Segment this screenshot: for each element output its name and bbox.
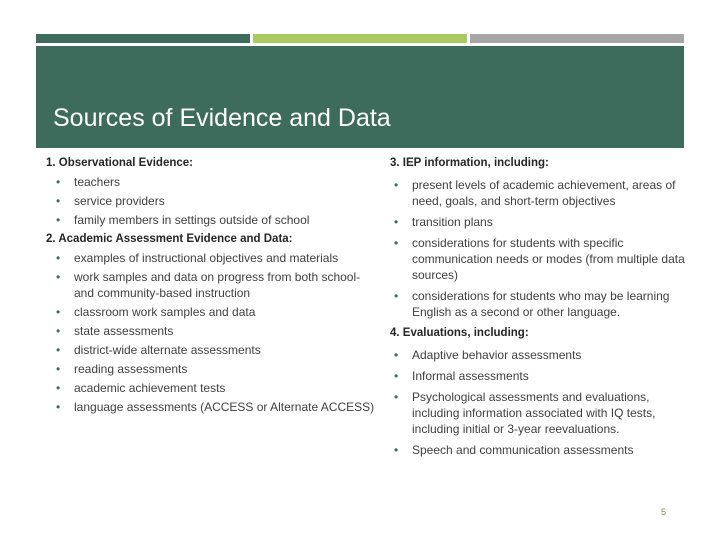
list-item: • district-wide alternate assessments: [46, 342, 376, 358]
list-item: • considerations for students with specific communication needs or modes (from multiple data sources): [390, 235, 690, 283]
list-item: • academic achievement tests: [46, 380, 376, 396]
list-item: • Speech and communication assessments: [390, 442, 690, 458]
list-item: • language assessments (ACCESS or Alternate ACCESS): [46, 399, 376, 415]
right-column: [390, 155, 690, 463]
top-accent-bar-gray: [470, 34, 684, 43]
list-item: • considerations for students who may be learning English as a second or other language.: [390, 288, 690, 320]
section-heading-iep: 3. IEP information, including:: [390, 157, 549, 169]
list-item: • present levels of academic achievement, areas of need, goals, and short-term objectives: [390, 177, 690, 209]
list-item: • examples of instructional objectives and materials: [46, 250, 376, 266]
list-item: • Adaptive behavior assessments: [390, 347, 690, 363]
iep-list: [390, 177, 690, 320]
section-heading-observational: 1. Observational Evidence:: [46, 157, 194, 169]
page-number: 5: [661, 507, 667, 517]
list-item: • service providers: [46, 193, 376, 209]
section-heading-academic: 2. Academic Assessment Evidence and Data:: [46, 233, 293, 245]
list-item: • work samples and data on progress from both school- and community-based instruction: [46, 269, 376, 301]
list-item: • reading assessments: [46, 361, 376, 377]
list-item: • family members in settings outside of school: [46, 212, 376, 228]
list-item: • teachers: [46, 174, 376, 190]
list-item: • Psychological assessments and evaluations, including information associated with IQ tests, including initial or 3-year reevaluations.: [390, 389, 690, 437]
evaluations-list: [390, 347, 690, 458]
observational-list: [46, 174, 376, 228]
list-item: • state assessments: [46, 323, 376, 339]
academic-list: [46, 250, 376, 415]
list-item: • transition plans: [390, 214, 690, 230]
list-item: • Informal assessments: [390, 368, 690, 384]
slide-title: Sources of Evidence and Data: [53, 104, 391, 132]
list-item: • classroom work samples and data: [46, 304, 376, 320]
top-accent-bar-dark: [36, 34, 250, 43]
section-heading-evaluations: 4. Evaluations, including:: [390, 327, 529, 339]
left-column: [46, 155, 376, 418]
title-banner: [36, 46, 684, 148]
top-accent-bar-green: [253, 34, 467, 43]
